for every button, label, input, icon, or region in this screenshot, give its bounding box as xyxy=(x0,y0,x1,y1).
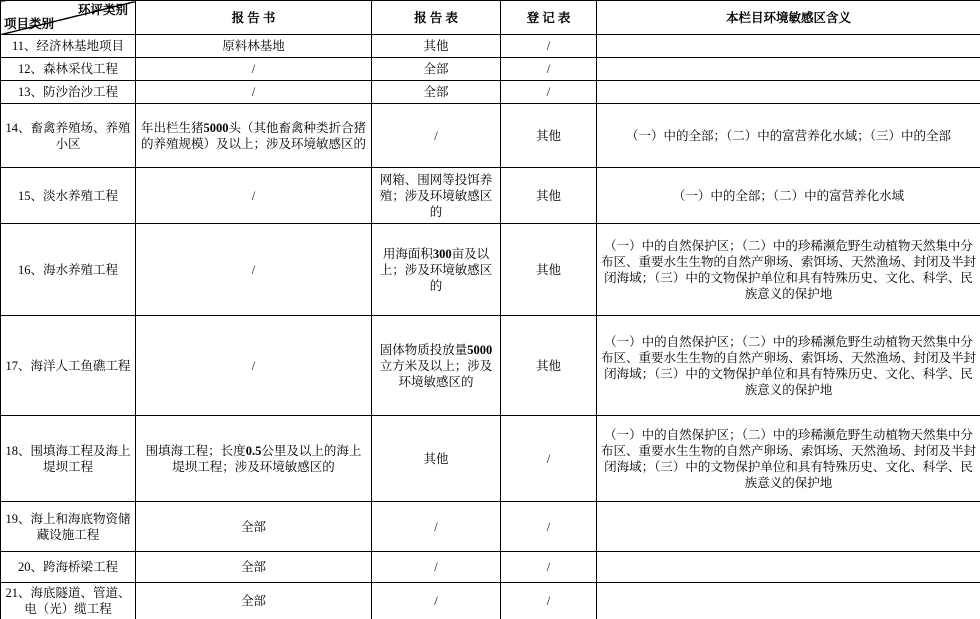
meaning-cell xyxy=(597,35,980,58)
report-book-cell: 全部 xyxy=(136,502,372,552)
category-cell: 15、淡水养殖工程 xyxy=(1,168,136,224)
meaning-cell: （一）中的自然保护区；（二）中的珍稀濒危野生动植物天然集中分布区、重要水生生物的自然产卵场、索饵场、天然渔场、封闭及半封闭海域；（三）中的文物保护单位和具有特殊历史、文化、科学、民族意义的保护地 xyxy=(597,316,980,416)
report-form-cell: / xyxy=(372,552,501,583)
registration-cell: / xyxy=(501,416,597,502)
table-row xyxy=(1,104,980,168)
table-row xyxy=(1,58,980,81)
category-cell: 18、围填海工程及海上堤坝工程 xyxy=(1,416,136,502)
table-row xyxy=(1,316,980,416)
table-row xyxy=(1,502,980,552)
category-cell: 17、海洋人工鱼礁工程 xyxy=(1,316,136,416)
meaning-cell: （一）中的全部；（二）中的富营养化水域；（三）中的全部 xyxy=(597,104,980,168)
registration-cell: 其他 xyxy=(501,168,597,224)
report-book-cell: / xyxy=(136,58,372,81)
report-form-cell: 网箱、围网等投饵养殖；涉及环境敏感区的 xyxy=(372,168,501,224)
meaning-cell: （一）中的自然保护区；（二）中的珍稀濒危野生动植物天然集中分布区、重要水生生物的自然产卵场、索饵场、天然渔场、封闭及半封闭海域；（三）中的文物保护单位和具有特殊历史、文化、科学、民族意义的保护地 xyxy=(597,416,980,502)
meaning-cell xyxy=(597,583,980,619)
category-cell: 19、海上和海底物资储藏设施工程 xyxy=(1,502,136,552)
meaning-cell xyxy=(597,81,980,104)
table-row xyxy=(1,35,980,58)
category-cell: 16、海水养殖工程 xyxy=(1,224,136,316)
category-cell: 11、经济林基地项目 xyxy=(1,35,136,58)
registration-cell: / xyxy=(501,35,597,58)
report-form-cell: / xyxy=(372,104,501,168)
registration-cell: 其他 xyxy=(501,104,597,168)
column-header-registration-form: 登 记 表 xyxy=(501,1,597,35)
category-cell: 21、海底隧道、管道、电（光）缆工程 xyxy=(1,583,136,619)
meaning-cell: （一）中的全部；（二）中的富营养化水域 xyxy=(597,168,980,224)
table-row xyxy=(1,168,980,224)
report-form-cell: 固体物质投放量5000立方米及以上；涉及环境敏感区的 xyxy=(372,316,501,416)
meaning-cell: （一）中的自然保护区；（二）中的珍稀濒危野生动植物天然集中分布区、重要水生生物的自然产卵场、索饵场、天然渔场、封闭及半封闭海域；（三）中的文物保护单位和具有特殊历史、文化、科学、民族意义的保护地 xyxy=(597,224,980,316)
report-form-cell: 用海面积300亩及以上；涉及环境敏感区的 xyxy=(372,224,501,316)
report-form-cell: / xyxy=(372,583,501,619)
registration-cell: / xyxy=(501,502,597,552)
report-book-cell: 原料林基地 xyxy=(136,35,372,58)
report-form-cell: 全部 xyxy=(372,58,501,81)
report-book-cell: 年出栏生猪5000头（其他畜禽种类折合猪的养殖规模）及以上；涉及环境敏感区的 xyxy=(136,104,372,168)
header-row xyxy=(1,1,980,35)
corner-header-cell xyxy=(1,1,136,35)
category-cell: 13、防沙治沙工程 xyxy=(1,81,136,104)
report-book-cell: 全部 xyxy=(136,583,372,619)
column-header-report-form: 报 告 表 xyxy=(372,1,501,35)
category-cell: 20、跨海桥梁工程 xyxy=(1,552,136,583)
registration-cell: / xyxy=(501,58,597,81)
table-row xyxy=(1,416,980,502)
category-cell: 14、畜禽养殖场、养殖小区 xyxy=(1,104,136,168)
column-header-report-book: 报 告 书 xyxy=(136,1,372,35)
table-row xyxy=(1,552,980,583)
report-book-cell: / xyxy=(136,168,372,224)
corner-top-label: 环评类别 xyxy=(77,3,128,17)
table-row xyxy=(1,583,980,619)
report-book-cell: 围填海工程；长度0.5公里及以上的海上堤坝工程；涉及环境敏感区的 xyxy=(136,416,372,502)
report-form-cell: / xyxy=(372,502,501,552)
meaning-cell xyxy=(597,502,980,552)
meaning-cell xyxy=(597,552,980,583)
report-book-cell: / xyxy=(136,81,372,104)
report-form-cell: 全部 xyxy=(372,81,501,104)
registration-cell: 其他 xyxy=(501,224,597,316)
table-row xyxy=(1,224,980,316)
report-form-cell: 其他 xyxy=(372,35,501,58)
meaning-cell xyxy=(597,58,980,81)
registration-cell: 其他 xyxy=(501,316,597,416)
registration-cell: / xyxy=(501,583,597,619)
report-book-cell: / xyxy=(136,224,372,316)
registration-cell: / xyxy=(501,552,597,583)
report-book-cell: 全部 xyxy=(136,552,372,583)
category-cell: 12、森林采伐工程 xyxy=(1,58,136,81)
table-row xyxy=(1,81,980,104)
registration-cell: / xyxy=(501,81,597,104)
report-form-cell: 其他 xyxy=(372,416,501,502)
column-header-sensitive-meaning: 本栏目环境敏感区含义 xyxy=(597,1,980,35)
report-book-cell: / xyxy=(136,316,372,416)
corner-bottom-label: 项目类别 xyxy=(4,17,55,31)
